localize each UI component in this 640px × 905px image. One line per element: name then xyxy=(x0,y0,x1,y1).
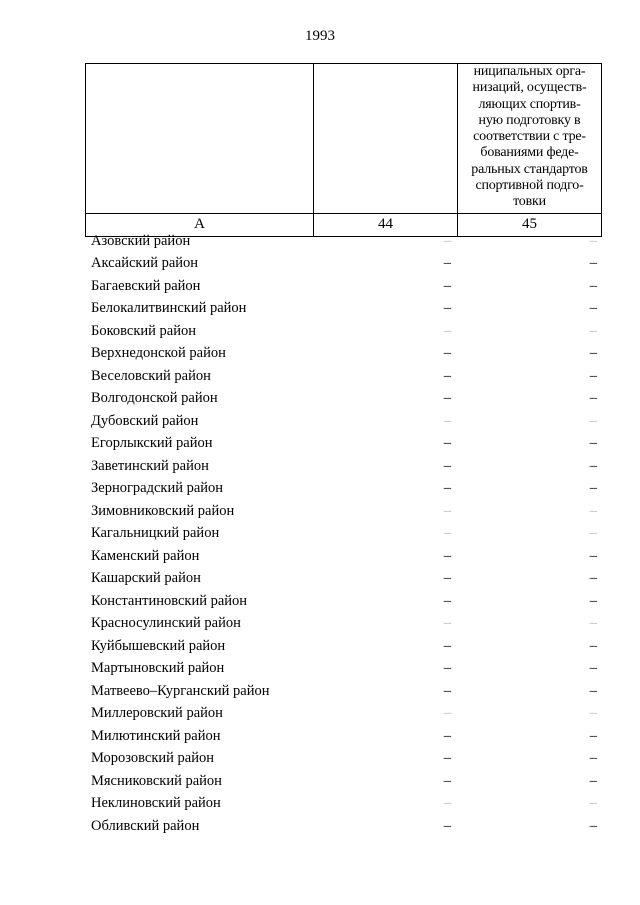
header-cell-name xyxy=(86,64,314,214)
value-col-44: – xyxy=(443,727,451,744)
table-row xyxy=(85,523,601,546)
table-row xyxy=(85,748,601,771)
column-45-heading-line: товки xyxy=(513,194,546,210)
column-45-heading-line: соответствии с тре- xyxy=(473,129,586,145)
page-number: 1993 xyxy=(305,28,335,44)
table-row xyxy=(85,500,601,523)
district-name: Обливский район xyxy=(91,817,200,834)
district-name: Заветинский район xyxy=(91,457,209,474)
column-45-heading-line: бованиями феде- xyxy=(480,145,579,161)
table-row xyxy=(85,298,601,321)
value-col-45: – xyxy=(589,435,597,452)
district-name: Аксайский район xyxy=(91,255,199,272)
table-row xyxy=(85,253,601,276)
value-col-44: – xyxy=(443,615,451,632)
table-row xyxy=(85,545,601,568)
table-row xyxy=(85,230,601,253)
header-cell-44 xyxy=(314,64,458,214)
value-col-45: – xyxy=(589,457,597,474)
value-col-44: – xyxy=(443,525,451,542)
value-col-44: – xyxy=(443,772,451,789)
value-col-45: – xyxy=(589,232,597,249)
district-name: Азовский район xyxy=(91,232,191,249)
value-col-45: – xyxy=(589,682,597,699)
value-col-45: – xyxy=(589,480,597,497)
value-col-44: – xyxy=(443,345,451,362)
table-row xyxy=(85,590,601,613)
district-name: Белокалитвинский район xyxy=(91,300,247,317)
value-col-44: – xyxy=(443,390,451,407)
district-name: Багаевский район xyxy=(91,277,201,294)
district-name: Миллеровский район xyxy=(91,705,223,722)
district-name: Константиновский район xyxy=(91,592,248,609)
district-name: Егорлыкский район xyxy=(91,435,213,452)
value-col-45: – xyxy=(589,390,597,407)
table-row xyxy=(85,793,601,816)
district-name: Милютинский район xyxy=(91,727,221,744)
district-name: Мясниковский район xyxy=(91,772,222,789)
value-col-45: – xyxy=(589,660,597,677)
district-name: Кашарский район xyxy=(91,570,201,587)
value-col-44: – xyxy=(443,255,451,272)
district-name: Волгодонской район xyxy=(91,390,218,407)
table-row xyxy=(85,365,601,388)
district-name: Веселовский район xyxy=(91,367,211,384)
district-name: Куйбышевский район xyxy=(91,637,226,654)
district-name: Матвеево–Курганский район xyxy=(91,682,270,699)
value-col-45: – xyxy=(589,502,597,519)
value-col-45: – xyxy=(589,637,597,654)
column-45-heading-line: низаций, осуществ- xyxy=(472,80,587,96)
table-row xyxy=(85,343,601,366)
table-row xyxy=(85,455,601,478)
value-col-44: – xyxy=(443,480,451,497)
value-col-44: – xyxy=(443,232,451,249)
value-col-45: – xyxy=(589,547,597,564)
table-row xyxy=(85,703,601,726)
value-col-45: – xyxy=(589,750,597,767)
value-col-44: – xyxy=(443,660,451,677)
district-name: Каменский район xyxy=(91,547,200,564)
value-col-45: – xyxy=(589,255,597,272)
value-col-44: – xyxy=(443,795,451,812)
value-col-45: – xyxy=(589,277,597,294)
value-col-44: – xyxy=(443,277,451,294)
district-name: Красносулинский район xyxy=(91,615,241,632)
value-col-44: – xyxy=(443,637,451,654)
table-row xyxy=(85,680,601,703)
value-col-45: – xyxy=(589,345,597,362)
value-col-44: – xyxy=(443,547,451,564)
column-45-heading-line: спортивной подго- xyxy=(475,178,584,194)
table-row xyxy=(85,275,601,298)
column-label-45: 45 xyxy=(458,213,602,236)
value-col-44: – xyxy=(443,682,451,699)
value-col-44: – xyxy=(443,457,451,474)
district-name: Неклиновский район xyxy=(91,795,221,812)
district-name: Зерноградский район xyxy=(91,480,224,497)
table-row xyxy=(85,320,601,343)
table-row xyxy=(85,770,601,793)
value-col-45: – xyxy=(589,727,597,744)
value-col-45: – xyxy=(589,705,597,722)
table-body xyxy=(85,230,601,838)
district-name: Морозовский район xyxy=(91,750,215,767)
value-col-45: – xyxy=(589,570,597,587)
value-col-44: – xyxy=(443,367,451,384)
column-45-heading-line: ральных стандартов xyxy=(471,161,588,177)
district-name: Зимовниковский район xyxy=(91,502,235,519)
value-col-45: – xyxy=(589,615,597,632)
table-row xyxy=(85,568,601,591)
district-name: Боковский район xyxy=(91,322,196,339)
table-row xyxy=(85,815,601,838)
value-col-45: – xyxy=(589,367,597,384)
value-col-44: – xyxy=(443,817,451,834)
value-col-44: – xyxy=(443,300,451,317)
header-cell-45 xyxy=(458,64,602,214)
value-col-44: – xyxy=(443,502,451,519)
value-col-44: – xyxy=(443,570,451,587)
value-col-44: – xyxy=(443,592,451,609)
value-col-45: – xyxy=(589,817,597,834)
value-col-44: – xyxy=(443,412,451,429)
value-col-45: – xyxy=(589,795,597,812)
table-row xyxy=(85,635,601,658)
column-label-44: 44 xyxy=(314,213,458,236)
district-name: Мартыновский район xyxy=(91,660,225,677)
district-name: Кагальницкий район xyxy=(91,525,220,542)
district-name: Верхнедонской район xyxy=(91,345,226,362)
value-col-45: – xyxy=(589,412,597,429)
district-name: Дубовский район xyxy=(91,412,199,429)
table-row xyxy=(85,410,601,433)
value-col-44: – xyxy=(443,435,451,452)
value-col-44: – xyxy=(443,705,451,722)
table-row xyxy=(85,725,601,748)
value-col-45: – xyxy=(589,772,597,789)
table-row xyxy=(85,613,601,636)
value-col-45: – xyxy=(589,300,597,317)
table-row xyxy=(85,433,601,456)
value-col-45: – xyxy=(589,592,597,609)
value-col-45: – xyxy=(589,525,597,542)
table-row xyxy=(85,658,601,681)
value-col-44: – xyxy=(443,750,451,767)
column-45-heading-line: ниципальных орга- xyxy=(473,64,586,79)
column-45-heading xyxy=(458,64,601,213)
column-45-heading-line: ляющих спортив- xyxy=(478,96,581,112)
table-row xyxy=(85,478,601,501)
value-col-44: – xyxy=(443,322,451,339)
table-row xyxy=(85,388,601,411)
table-header xyxy=(85,63,602,237)
column-label-a: А xyxy=(86,213,314,236)
value-col-45: – xyxy=(589,322,597,339)
column-45-heading-line: ную подготовку в xyxy=(478,112,581,128)
